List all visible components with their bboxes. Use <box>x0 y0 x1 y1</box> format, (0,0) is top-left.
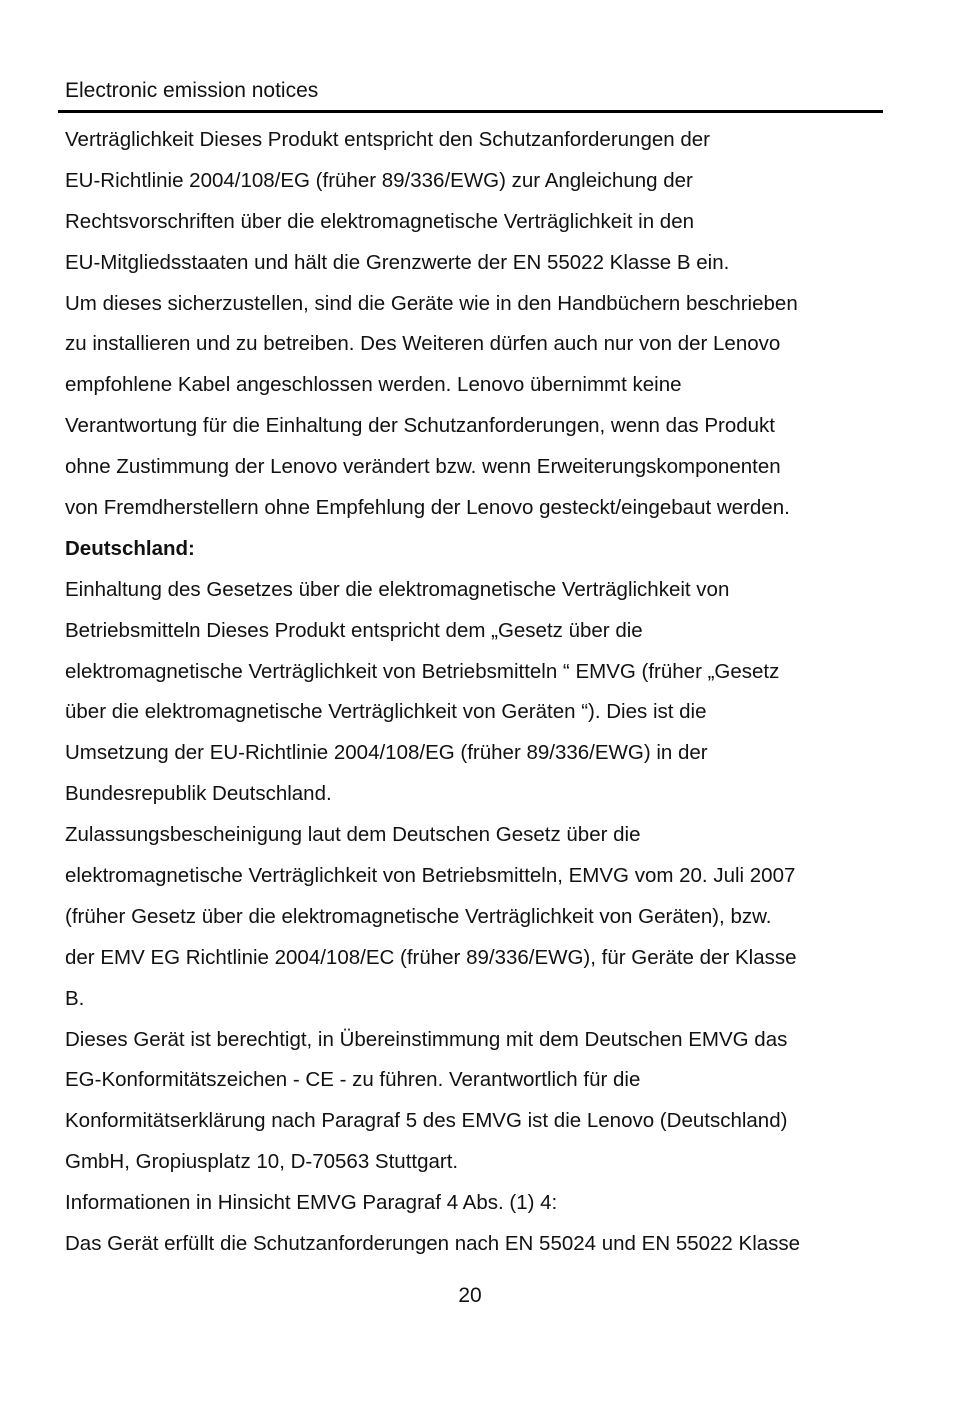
body-line: empfohlene Kabel angeschlossen werden. Lenovo übernimmt keine <box>65 373 682 397</box>
body-line: von Fremdherstellern ohne Empfehlung der Lenovo gesteckt/eingebaut werden. <box>65 496 790 520</box>
page-header-title: Electronic emission notices <box>65 79 319 102</box>
body-line: Verträglichkeit Dieses Produkt entspricht den Schutzanforderungen der <box>65 128 710 151</box>
body-line: B. <box>65 986 85 1010</box>
body-line: Umsetzung der EU-Richtlinie 2004/108/EG (früher 89/336/EWG) in der <box>65 741 708 765</box>
body-line: GmbH, Gropiusplatz 10, D-70563 Stuttgart. <box>65 1150 459 1174</box>
body-line: über die elektromagnetische Verträglichkeit von Geräten “). Dies ist die <box>65 700 707 724</box>
body-line: Einhaltung des Gesetzes über die elektromagnetische Verträglichkeit von <box>65 577 730 601</box>
body-line: Das Gerät erfüllt die Schutzanforderungen nach EN 55024 und EN 55022 Klasse <box>65 1232 801 1256</box>
body-line: (früher Gesetz über die elektromagnetische Verträglichkeit von Geräten), bzw. <box>65 904 772 928</box>
body-line: der EMV EG Richtlinie 2004/108/EC (früher 89/336/EWG), für Geräte der Klasse <box>65 945 797 969</box>
document-body <box>65 120 895 1265</box>
page-number: 20 <box>458 1284 482 1307</box>
body-line: Informationen in Hinsicht EMVG Paragraf 4 Abs. (1) 4: <box>65 1191 558 1215</box>
body-line: Verantwortung für die Einhaltung der Schutzanforderungen, wenn das Produkt <box>65 414 775 438</box>
body-line: zu installieren und zu betreiben. Des Weiteren dürfen auch nur von der Lenovo <box>65 332 781 356</box>
body-line: elektromagnetische Verträglichkeit von Betriebsmitteln, EMVG vom 20. Juli 2007 <box>65 864 796 888</box>
body-line: EU-Mitgliedsstaaten und hält die Grenzwerte der EN 55022 Klasse B ein. <box>65 250 730 274</box>
body-line: EG-Konformitätszeichen - CE - zu führen. Verantwortlich für die <box>65 1068 641 1092</box>
body-line: Dieses Gerät ist berechtigt, in Übereinstimmung mit dem Deutschen EMVG das <box>65 1027 788 1051</box>
body-line: Zulassungsbescheinigung laut dem Deutschen Gesetz über die <box>65 823 641 847</box>
body-line: elektromagnetische Verträglichkeit von Betriebsmitteln “ EMVG (früher „Gesetz <box>65 659 780 683</box>
body-line: EU-Richtlinie 2004/108/EG (früher 89/336/EWG) zur Angleichung der <box>65 168 693 192</box>
body-line: Um dieses sicherzustellen, sind die Geräte wie in den Handbüchern beschrieben <box>65 291 798 315</box>
body-line: Rechtsvorschriften über die elektromagnetische Verträglichkeit in den <box>65 209 694 233</box>
body-line: Betriebsmitteln Dieses Produkt entspricht dem „Gesetz über die <box>65 618 643 642</box>
body-line: ohne Zustimmung der Lenovo verändert bzw. wenn Erweiterungskomponenten <box>65 455 781 479</box>
section-heading-deutschland: Deutschland: <box>65 536 195 560</box>
header-divider <box>58 110 883 113</box>
body-line: Bundesrepublik Deutschland. <box>65 782 332 806</box>
body-line: Konformitätserklärung nach Paragraf 5 des EMVG ist die Lenovo (Deutschland) <box>65 1109 788 1133</box>
